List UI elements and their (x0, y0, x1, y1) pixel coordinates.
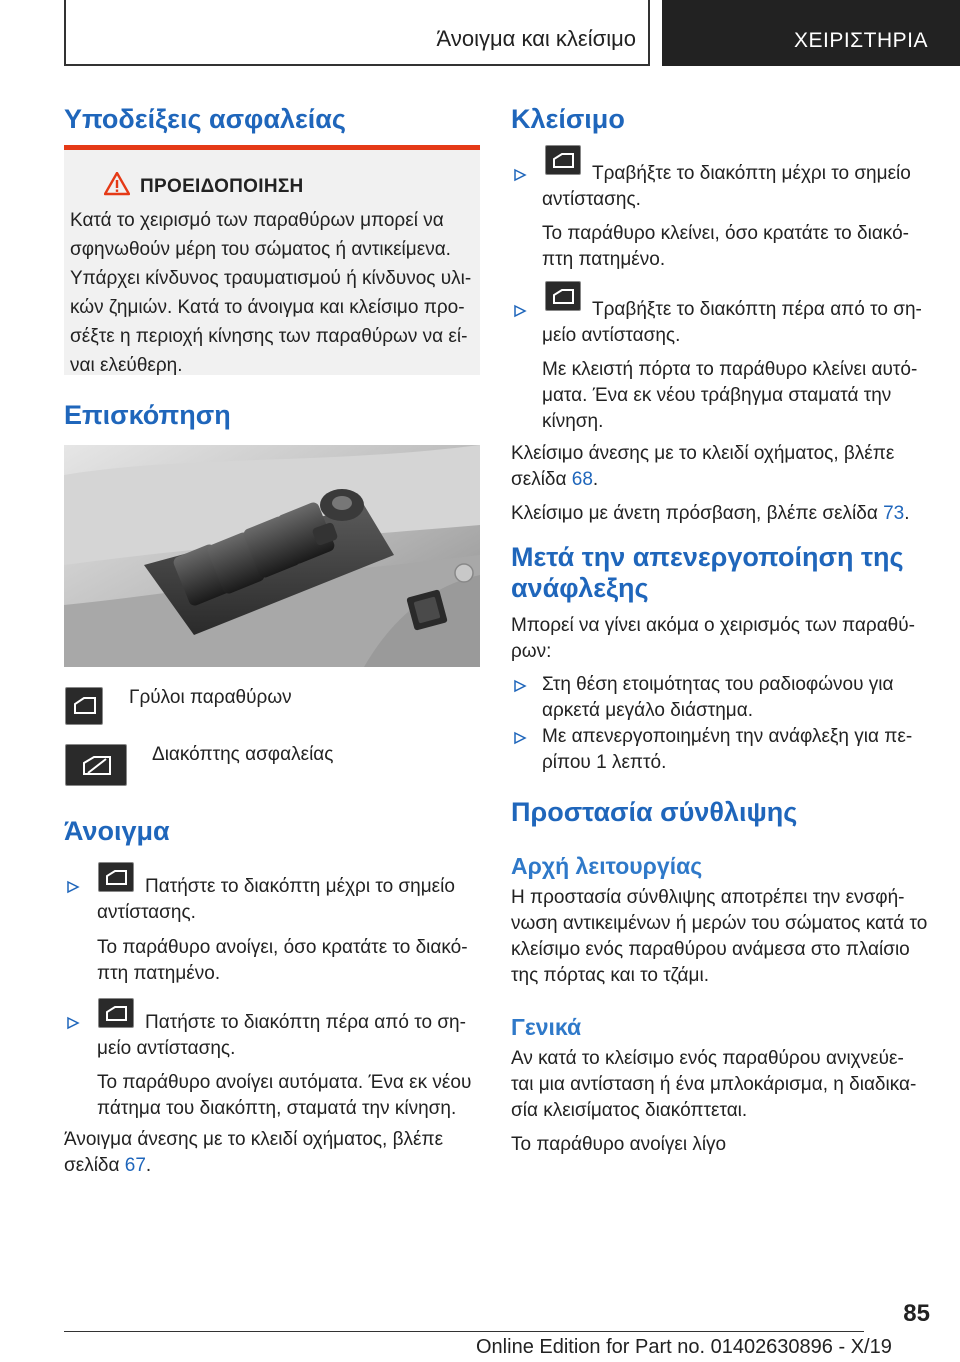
window-switch-photo (64, 445, 480, 667)
warning-line: ναι ελεύθερη. (70, 355, 183, 376)
opening-step-1-line2: αντίστασης. (97, 902, 196, 923)
header-section-box (64, 0, 650, 66)
opening-step-2-sub1: Το παράθυρο ανοίγει αυτόματα. Ένα εκ νέου (97, 1072, 472, 1093)
principle-line: Η προστασία σύνθλιψης αποτρέπει την ενσφή- (511, 887, 905, 908)
closing-note1-line2 (511, 466, 598, 494)
opening-note-line1: Άνοιγμα άνεσης με το κλειδί οχήματος, βλέπε (64, 1129, 444, 1150)
window-switch-icon (545, 145, 581, 175)
general-line: Αν κατά το κλείσιμο ενός παραθύρου ανιχνεύε- (511, 1048, 904, 1069)
page-link-73[interactable]: 73 (883, 503, 905, 524)
safety-switch-icon (65, 744, 127, 786)
warning-text (70, 206, 476, 380)
closing-step-2-sub2: ματα. Ένα εκ νέου τράβηγμα σταματά την (542, 385, 892, 406)
general-heading: Γενικά (511, 1014, 582, 1040)
ignition-item-1-line2: αρκετά μεγάλο διάστημα. (542, 700, 754, 721)
safety-heading: Υποδείξεις ασφαλείας (64, 104, 346, 134)
warning-line: κών ζημιών. Κατά το άνοιγμα και κλείσιμο προ- (70, 297, 465, 318)
principle-heading: Αρχή λειτουργίας (511, 853, 703, 879)
legend-label-window-switch: Γρύλοι παραθύρων (129, 687, 292, 708)
general-line: Το παράθυρο ανοίγει λίγο (511, 1134, 727, 1155)
closing-step-2-line1: Τραβήξτε το διακόπτη πέρα από το ση- (592, 299, 922, 320)
opening-step-2-line2: μείο αντίστασης. (97, 1038, 236, 1059)
pinch-protection-heading: Προστασία σύνθλιψης (511, 797, 798, 827)
opening-step-1-sub1: Το παράθυρο ανοίγει, όσο κρατάτε το διακό- (97, 937, 468, 958)
ignition-item-2-line2: ρίπου 1 λεπτό. (542, 752, 667, 773)
principle-line: κλείσιμο ενός παραθύρου ανάμεσα στο πλαίσιο (511, 939, 910, 960)
opening-step-2-sub2: πάτημα του διακόπτη, σταματά την κίνηση. (97, 1098, 457, 1119)
warning-line: Υπάρχει κίνδυνος τραυματισμού ή κίνδυνος υλι- (70, 268, 472, 289)
footer-edition: Online Edition for Part no. 01402630896 - X/19 (476, 1336, 892, 1358)
warning-box (64, 145, 480, 375)
bullet-arrow-icon (513, 304, 527, 318)
closing-note2-prefix: Κλείσιμο με άνετη πρόσβαση, βλέπε σελίδα (511, 503, 884, 524)
ignition-intro-line1: Μπορεί να γίνει ακόμα ο χειρισμός των παραθύ- (511, 615, 915, 636)
page-number: 85 (903, 1300, 930, 1327)
overview-heading: Επισκόπηση (64, 400, 231, 430)
opening-step-2-line1: Πατήστε το διακόπτη πέρα από το ση- (145, 1012, 466, 1033)
header-chapter-title: ΧΕΙΡΙΣΤΗΡΙΑ (793, 29, 928, 52)
opening-step-1-line1: Πατήστε το διακόπτη μέχρι το σημείο (145, 876, 455, 897)
window-switch-icon (98, 998, 134, 1028)
warning-line: Κατά το χειρισμό των παραθύρων μπορεί να (70, 210, 444, 231)
ignition-item-2-line1: Με απενεργοποιημένη την ανάφλεξη για πε- (542, 726, 913, 747)
closing-heading: Κλείσιμο (511, 104, 625, 134)
warning-triangle-icon (104, 172, 130, 196)
bullet-arrow-icon (66, 880, 80, 894)
bullet-arrow-icon (66, 1016, 80, 1030)
window-switch-icon (65, 687, 103, 725)
window-switch-icon (98, 862, 134, 892)
header-section-title: Άνοιγμα και κλείσιμο (436, 26, 636, 51)
opening-note-line2 (64, 1152, 151, 1180)
closing-step-1-line2: αντίστασης. (542, 189, 641, 210)
warning-line: σφηνωθούν μέρη του σώματος ή αντικείμενα. (70, 239, 451, 260)
page-link-67[interactable]: 67 (124, 1155, 146, 1176)
bullet-arrow-icon (513, 168, 527, 182)
closing-step-1-sub1: Το παράθυρο κλείνει, όσο κρατάτε το διακό- (542, 223, 909, 244)
closing-step-1-sub2: πτη πατημένο. (542, 249, 666, 270)
page-link-68[interactable]: 68 (571, 469, 593, 490)
opening-note-suffix: . (145, 1155, 152, 1176)
ignition-item-1-line1: Στη θέση ετοιμότητας του ραδιοφώνου για (542, 674, 894, 695)
closing-note1-line1: Κλείσιμο άνεσης με το κλειδί οχήματος, βλέπε (511, 443, 895, 464)
closing-note1-prefix: σελίδα (511, 469, 572, 490)
general-line: σία κλεισίματος διακόπτεται. (511, 1100, 748, 1121)
header-chapter-box (662, 0, 960, 66)
warning-title: ΠΡΟΕΙΔΟΠΟΙΗΣΗ (140, 176, 304, 197)
opening-note-prefix: σελίδα (64, 1155, 125, 1176)
closing-note2-suffix: . (904, 503, 910, 524)
principle-line: νωση αντικειμένων ή μερών του σώματος κατά το (511, 913, 928, 934)
ignition-heading-line2: ανάφλεξης (511, 573, 649, 603)
warning-line: σέξτε η περιοχή κίνησης των παραθύρων να εί- (70, 326, 468, 347)
principle-line: της πόρτας και το τζάμι. (511, 965, 709, 986)
general-line: ται μια αντίσταση ή ένα μπλοκάρισμα, η διαδικα- (511, 1074, 917, 1095)
closing-step-1-line1: Τραβήξτε το διακόπτη μέχρι το σημείο (592, 163, 911, 184)
ignition-intro-line2: ρων: (511, 641, 552, 662)
bullet-arrow-icon (513, 731, 527, 745)
closing-note1-suffix: . (592, 469, 599, 490)
ignition-heading-line1: Μετά την απενεργοποίηση της (511, 542, 904, 572)
closing-note2 (511, 500, 910, 528)
opening-step-1-sub2: πτη πατημένο. (97, 963, 221, 984)
footer-divider (64, 1331, 864, 1332)
closing-step-2-sub1: Με κλειστή πόρτα το παράθυρο κλείνει αυτό- (542, 359, 918, 380)
window-switch-icon (545, 281, 581, 311)
legend-label-safety-switch: Διακόπτης ασφαλείας (152, 744, 334, 765)
opening-heading: Άνοιγμα (64, 816, 170, 846)
closing-step-2-sub3: κίνηση. (542, 411, 604, 432)
bullet-arrow-icon (513, 679, 527, 693)
ignition-heading (511, 542, 904, 604)
closing-step-2-line2: μείο αντίστασης. (542, 325, 681, 346)
